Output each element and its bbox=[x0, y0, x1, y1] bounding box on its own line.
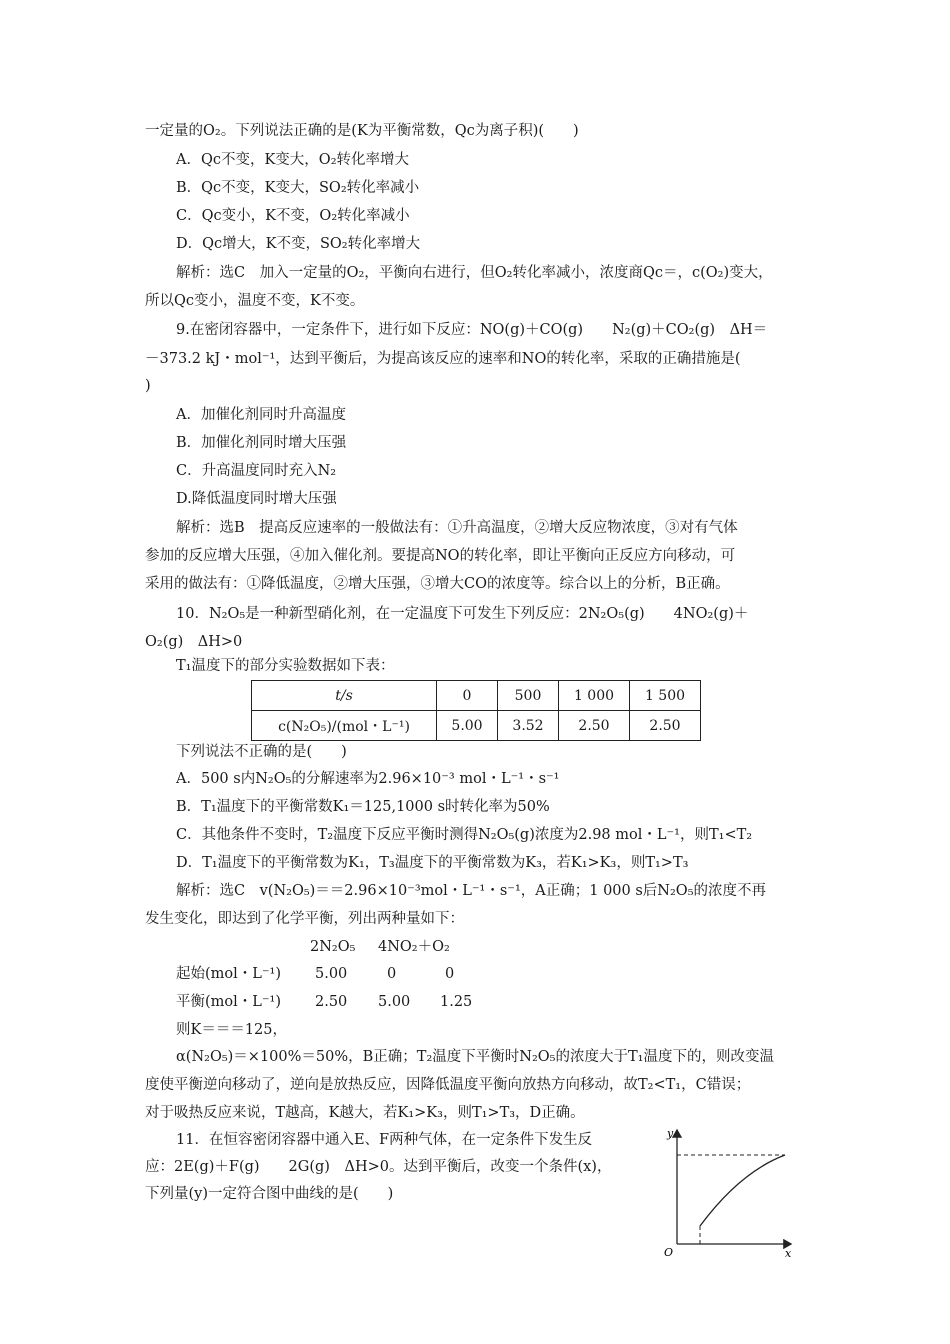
q8-option-d[interactable]: D．Qc增大，K不变，SO₂转化率增大 bbox=[176, 236, 421, 252]
table-header-concentration: c(N₂O₅)/(mol・L⁻¹) bbox=[252, 711, 437, 741]
q11-stem-line-1: 11．在恒容密闭容器中通入E、F两种气体，在一定条件下发生反 bbox=[176, 1132, 593, 1148]
table-cell: 500 bbox=[498, 681, 559, 711]
q11-graph bbox=[655, 1120, 805, 1260]
q10-stem-line-2: O₂(g) ΔH>0 bbox=[145, 634, 243, 650]
q8-analysis-line-2: 所以Qc变小，温度不变，K不变。 bbox=[145, 293, 365, 309]
q10-analysis-line-2: 发生变化，即达到了化学平衡，列出两种量如下： bbox=[145, 911, 464, 927]
q10-table-intro: T₁温度下的部分实验数据如下表： bbox=[176, 658, 395, 674]
q9-analysis-line-2: 参加的反应增大压强，④加入催化剂。要提高NO的转化率，即让平衡向正反应方向移动，可 bbox=[145, 548, 736, 564]
calc-start-label: 起始(mol・L⁻¹) bbox=[176, 966, 282, 982]
q10-analysis-alpha-1: α(N₂O₅)＝×100%＝50%，B正确；T₂温度下平衡时N₂O₅的浓度大于T₁温度下的，则改变温 bbox=[176, 1049, 774, 1065]
table-cell: 5.00 bbox=[437, 711, 498, 741]
calc-start-value: 0 bbox=[387, 966, 397, 982]
table-cell: 1 500 bbox=[630, 681, 701, 711]
q8-option-c[interactable]: C．Qc变小，K不变，O₂转化率减小 bbox=[176, 208, 410, 224]
q10-option-b[interactable]: B．T₁温度下的平衡常数K₁＝125,1000 s时转化率为50% bbox=[176, 799, 550, 815]
q9-stem-line-1: 9.在密闭容器中，一定条件下，进行如下反应：NO(g)＋CO(g) N₂(g)＋CO₂(g) ΔH＝ bbox=[176, 322, 768, 338]
x-axis-label: x bbox=[785, 1247, 792, 1260]
q10-question: 下列说法不正确的是( ) bbox=[176, 744, 347, 760]
calc-start-value: 5.00 bbox=[315, 966, 348, 982]
q9-analysis-line-1: 解析：选B 提高反应速率的一般做法有：①升高温度，②增大反应物浓度，③对有气体 bbox=[176, 520, 738, 536]
q9-option-a[interactable]: A．加催化剂同时升高温度 bbox=[176, 407, 346, 423]
table-cell: 2.50 bbox=[559, 711, 630, 741]
q11-stem-line-2: 应：2E(g)＋F(g) 2G(g) ΔH>0。达到平衡后，改变一个条件(x)， bbox=[145, 1159, 612, 1175]
q11-stem-line-3: 下列量(y)一定符合图中曲线的是( ) bbox=[145, 1186, 394, 1202]
q8-analysis-line-1: 解析：选C 加入一定量的O₂，平衡向右进行，但O₂转化率减小，浓度商Qc＝，c(O₂)变大， bbox=[176, 265, 773, 281]
table-cell: 2.50 bbox=[630, 711, 701, 741]
q10-option-c[interactable]: C．其他条件不变时，T₂温度下反应平衡时测得N₂O₅(g)浓度为2.98 mol・L⁻¹，则T₁<T₂ bbox=[176, 827, 753, 843]
q8-option-a[interactable]: A．Qc不变，K变大，O₂转化率增大 bbox=[176, 152, 410, 168]
calc-k-line: 则K＝＝＝125， bbox=[176, 1022, 288, 1038]
calc-eq-label: 平衡(mol・L⁻¹) bbox=[176, 994, 282, 1010]
calc-eq-value: 2.50 bbox=[315, 994, 348, 1010]
q10-analysis-alpha-3: 对于吸热反应来说，T越高，K越大，若K₁>K₃，则T₁>T₃，D正确。 bbox=[145, 1105, 585, 1121]
q10-stem-line-1: 10．N₂O₅是一种新型硝化剂，在一定温度下可发生下列反应：2N₂O₅(g) 4NO₂(g)＋ bbox=[176, 606, 749, 622]
q10-analysis-line-1: 解析：选C v(N₂O₅)＝＝2.96×10⁻³mol・L⁻¹・s⁻¹，A正确；1 000 s后N₂O₅的浓度不再 bbox=[176, 883, 767, 899]
q9-stem-line-3: ) bbox=[145, 378, 151, 394]
q8-option-b[interactable]: B．Qc不变，K变大，SO₂转化率减小 bbox=[176, 180, 420, 196]
calc-eq-value: 5.00 bbox=[378, 994, 411, 1010]
table-cell: 1 000 bbox=[559, 681, 630, 711]
curve bbox=[700, 1155, 785, 1226]
q9-option-b[interactable]: B．加催化剂同时增大压强 bbox=[176, 435, 347, 451]
origin-label: O bbox=[664, 1246, 674, 1259]
q9-analysis-line-3: 采用的做法有：①降低温度，②增大压强，③增大CO的浓度等。综合以上的分析，B正确。 bbox=[145, 576, 730, 592]
q9-stem-line-2: －373.2 kJ・mol⁻¹，达到平衡后，为提高该反应的速率和NO的转化率，采取的正确措施是( bbox=[145, 351, 741, 367]
table-row bbox=[252, 711, 701, 741]
calc-header-products: 4NO₂＋O₂ bbox=[378, 939, 450, 955]
table-header-time: t/s bbox=[252, 681, 437, 711]
calc-eq-value: 1.25 bbox=[440, 994, 473, 1010]
table-row bbox=[252, 681, 701, 711]
q8-stem-tail: 一定量的O₂。下列说法正确的是(K为平衡常数，Qc为离子积)( ) bbox=[145, 123, 579, 139]
q9-option-d[interactable]: D.降低温度同时增大压强 bbox=[176, 491, 337, 507]
q9-option-c[interactable]: C．升高温度同时充入N₂ bbox=[176, 463, 337, 479]
table-cell: 0 bbox=[437, 681, 498, 711]
q10-option-a[interactable]: A．500 s内N₂O₅的分解速率为2.96×10⁻³ mol・L⁻¹・s⁻¹ bbox=[176, 771, 560, 787]
y-axis-label: y bbox=[667, 1127, 674, 1140]
calc-header-reactant: 2N₂O₅ bbox=[310, 939, 356, 955]
q10-option-d[interactable]: D．T₁温度下的平衡常数为K₁，T₃温度下的平衡常数为K₃，若K₁>K₃，则T₁>T₃ bbox=[176, 855, 689, 871]
q10-data-table bbox=[251, 680, 701, 741]
table-cell: 3.52 bbox=[498, 711, 559, 741]
q10-analysis-alpha-2: 度使平衡逆向移动了，逆向是放热反应，因降低温度平衡向放热方向移动，故T₂<T₁，C错误； bbox=[145, 1077, 751, 1093]
calc-start-value: 0 bbox=[445, 966, 455, 982]
